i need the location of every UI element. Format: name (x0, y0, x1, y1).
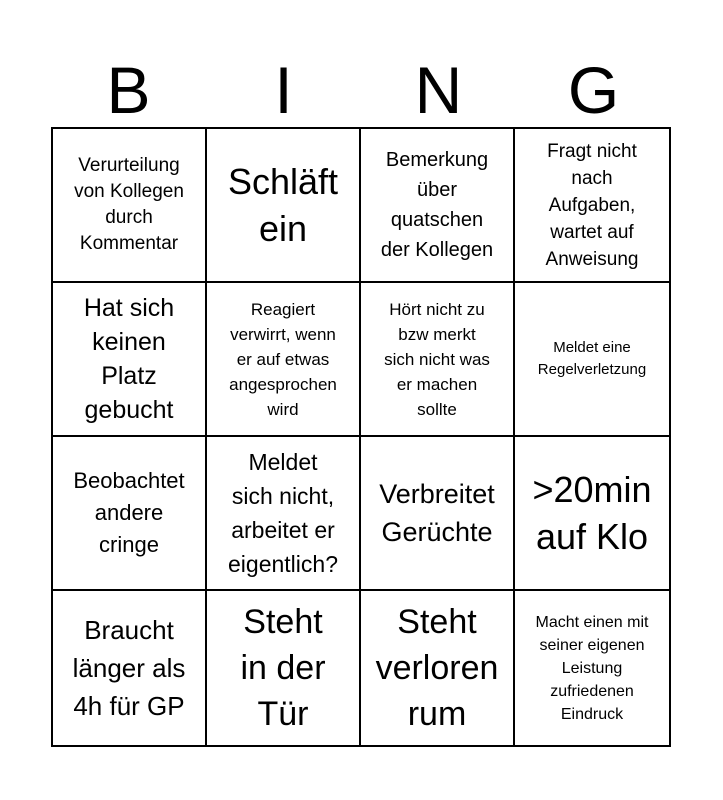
cell-text: Macht einen mit seiner eigenen Leistung zufriedenen Eindruck (535, 613, 649, 723)
header-letter-b: B (106, 53, 151, 127)
bingo-cell[interactable] (53, 283, 207, 437)
cell-text: Beobachtet andere cringe (73, 468, 185, 557)
cell-text: Meldet eine Regelverletzung (537, 339, 647, 378)
bingo-cell[interactable] (515, 283, 669, 437)
bingo-cell[interactable] (53, 129, 207, 283)
header-letter-g: G (567, 53, 620, 127)
cell-text: Braucht länger als 4h für GP (72, 615, 186, 721)
bingo-cell[interactable] (207, 437, 361, 591)
bingo-cell[interactable] (53, 591, 207, 745)
bingo-cell[interactable] (207, 591, 361, 745)
bingo-cell[interactable] (515, 437, 669, 591)
bingo-cell[interactable] (515, 591, 669, 745)
cell-text: Fragt nicht nach Aufgaben, wartet auf Anweisung (545, 140, 639, 270)
bingo-cell[interactable] (53, 437, 207, 591)
bingo-cell[interactable] (361, 437, 515, 591)
cell-text: Hört nicht zu bzw merkt sich nicht was er machen sollte (384, 299, 490, 419)
cell-text: Meldet sich nicht, arbeitet er eigentlich? (228, 449, 338, 577)
cell-text: Verurteilung von Kollegen durch Kommentar (74, 155, 184, 254)
cell-text: Hat sich keinen Platz gebucht (83, 294, 175, 424)
cell-text: Bemerkung über quatschen der Kollegen (380, 149, 494, 261)
bingo-header (51, 52, 671, 128)
cell-text: Steht in der Tür (240, 603, 326, 733)
header-letter-n: N (414, 53, 463, 127)
cell-text: Schläft ein (227, 161, 339, 249)
bingo-cell[interactable] (515, 129, 669, 283)
cell-text: >20min auf Klo (532, 469, 652, 557)
bingo-card (51, 127, 671, 747)
bingo-cell[interactable] (207, 283, 361, 437)
cell-text: Verbreitet Gerüchte (379, 479, 495, 547)
bingo-cell[interactable] (361, 591, 515, 745)
cell-text: Reagiert verwirrt, wenn er auf etwas angesprochen wird (229, 299, 337, 419)
header-letter-i: I (274, 53, 293, 127)
bingo-cell[interactable] (207, 129, 361, 283)
cell-text: Steht verloren rum (375, 603, 499, 733)
bingo-cell[interactable] (361, 283, 515, 437)
bingo-cell[interactable] (361, 129, 515, 283)
